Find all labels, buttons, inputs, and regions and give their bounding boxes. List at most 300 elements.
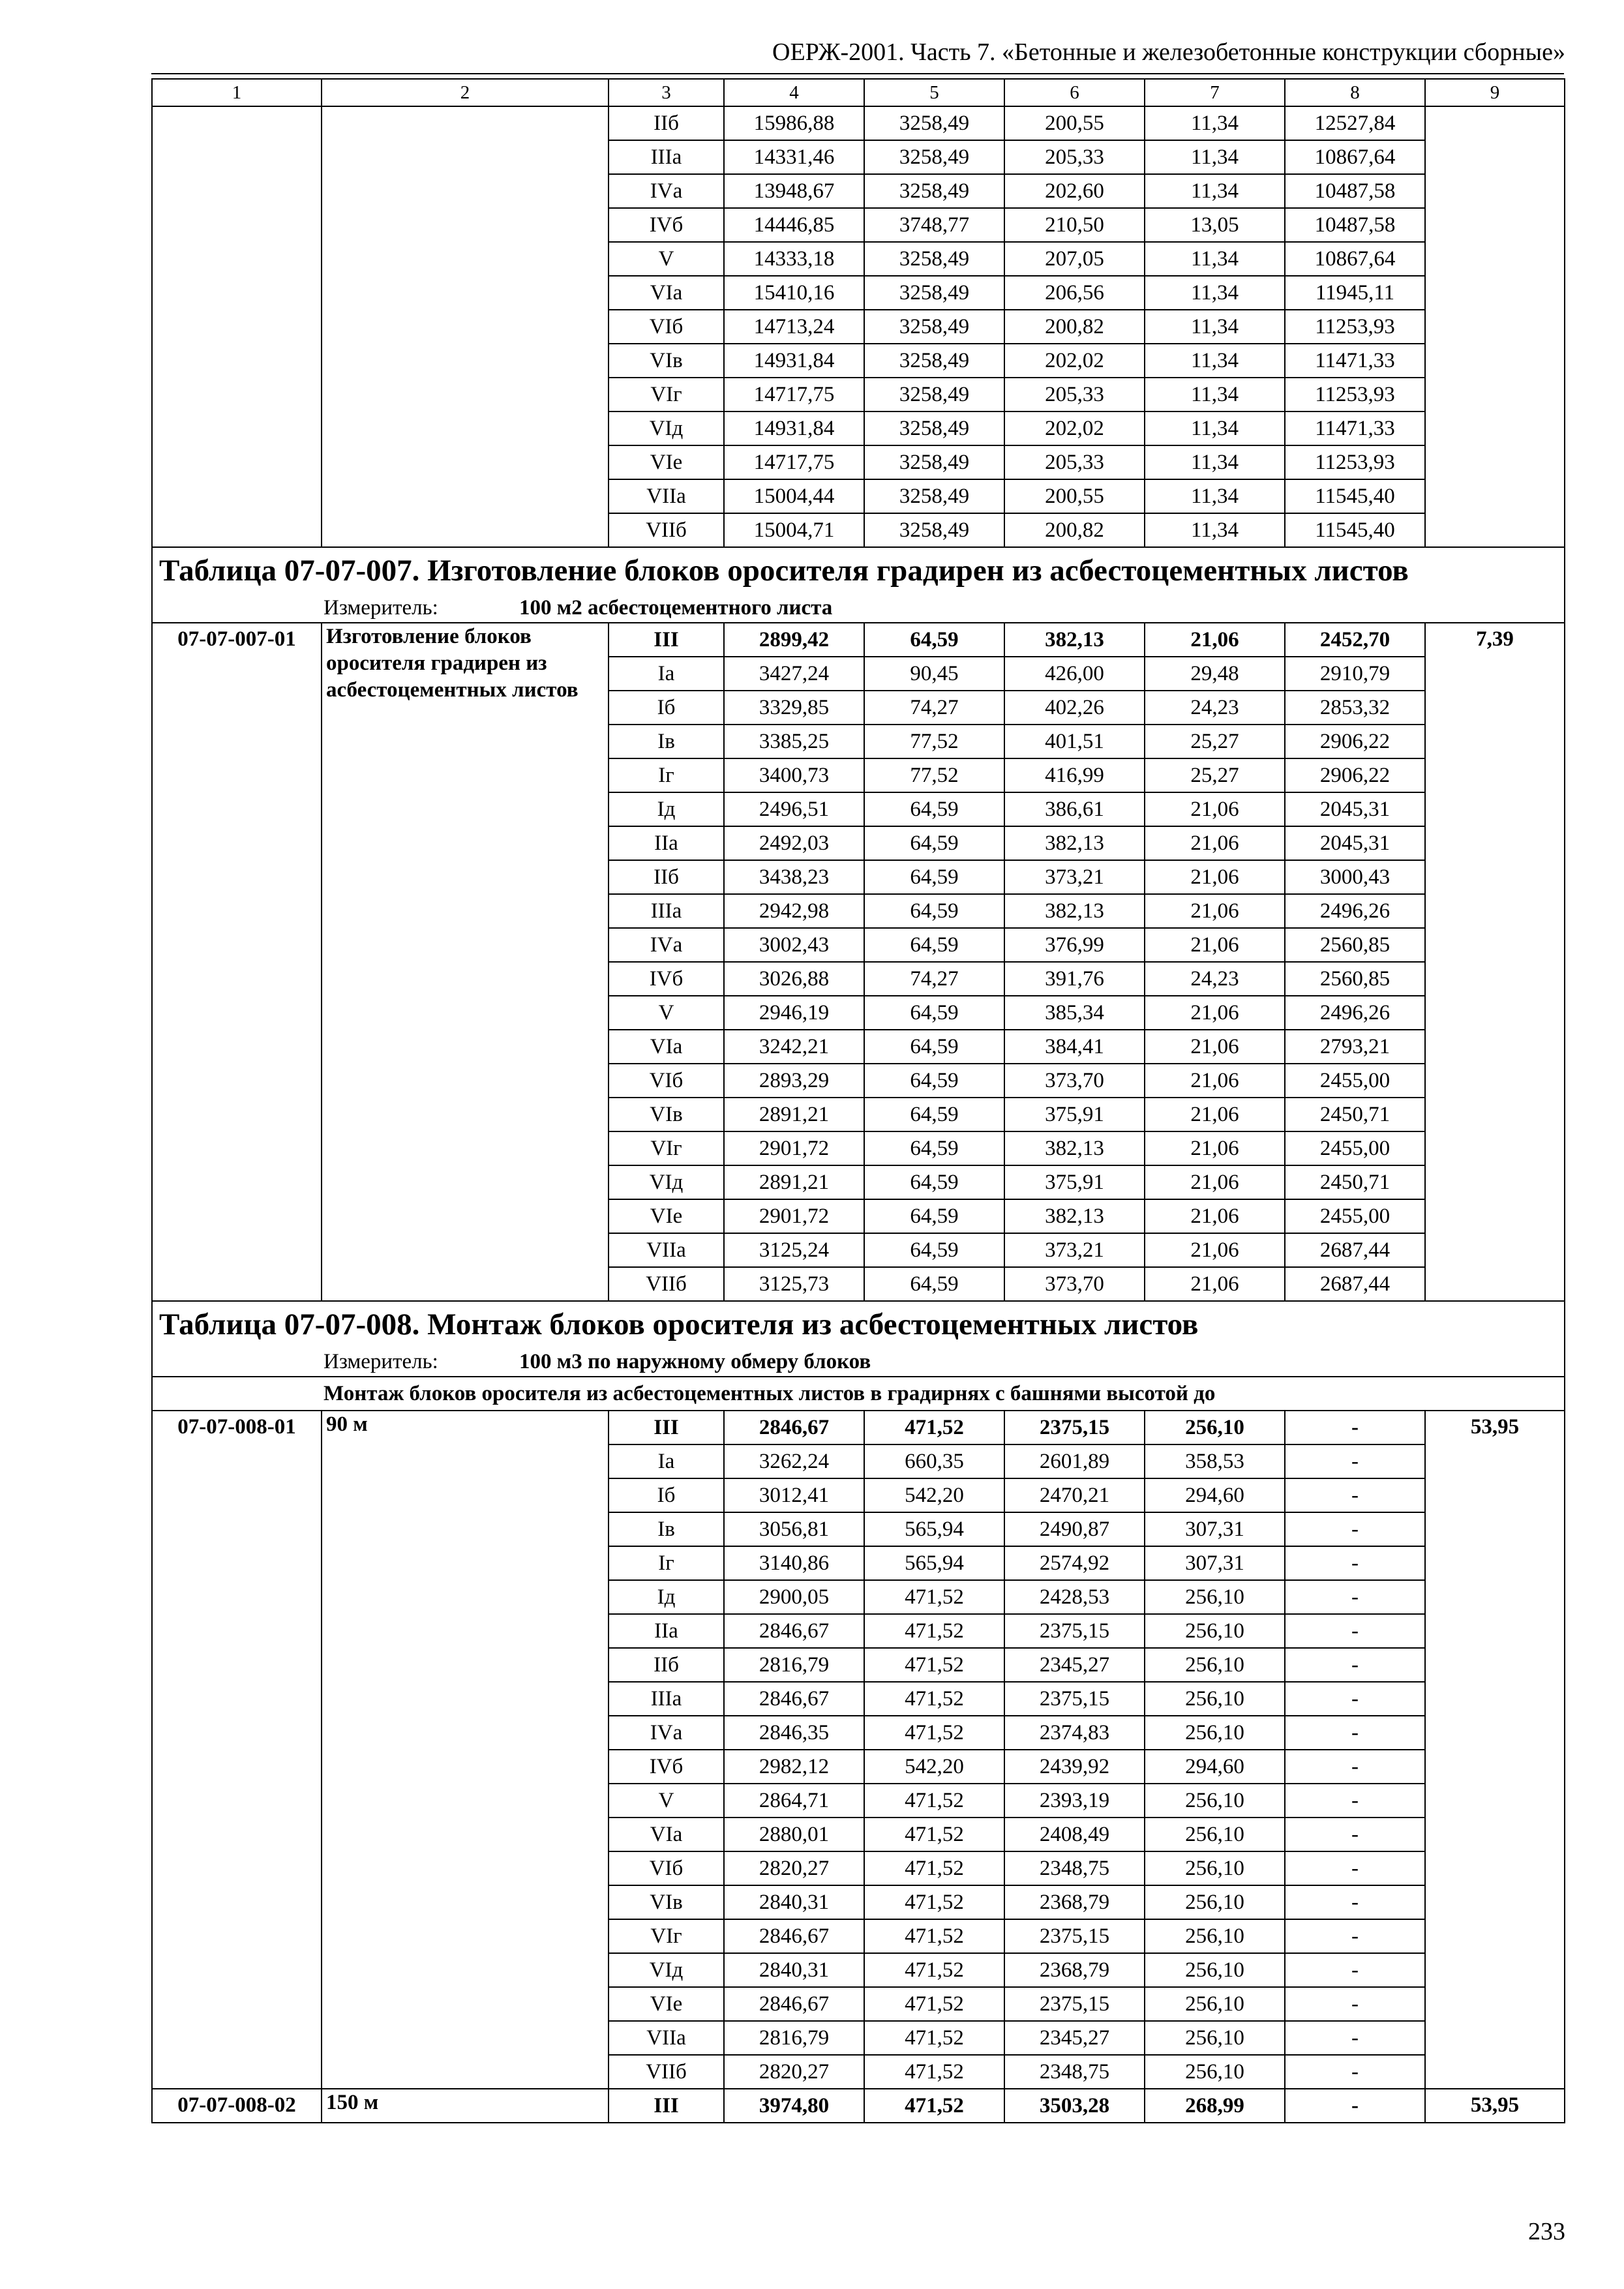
cell-col-8: - (1285, 1411, 1425, 1444)
cell-col-3: VIе (609, 1987, 724, 2021)
cell-col-4: 3329,85 (724, 691, 864, 725)
cell-col-8: 11253,93 (1285, 445, 1425, 479)
cell-col-8: - (1285, 1478, 1425, 1512)
cell-col-6: 205,33 (1004, 140, 1145, 174)
cell-col-5: 64,59 (864, 1165, 1004, 1199)
cell-col-8: - (1285, 1546, 1425, 1580)
cell-col-5: 3258,49 (864, 140, 1004, 174)
cell-col-4: 2820,27 (724, 2055, 864, 2089)
cell-col-3: III (609, 2089, 724, 2123)
table-title: Таблица 07-07-008. Монтаж блоков оросителя из асбестоцементных листов (152, 1301, 1565, 1347)
cell-col-4: 2901,72 (724, 1199, 864, 1233)
cell-col-6: 2393,19 (1004, 1784, 1145, 1818)
cell-col-6: 202,60 (1004, 174, 1145, 208)
name-cell: 150 м (322, 2089, 609, 2123)
cell-col-6: 373,21 (1004, 1233, 1145, 1267)
last-col-cell: 7,39 (1425, 623, 1565, 1301)
cell-col-8: 10487,58 (1285, 174, 1425, 208)
cell-col-6: 2375,15 (1004, 1987, 1145, 2021)
cell-col-7: 256,10 (1145, 2021, 1285, 2055)
cell-col-8: - (1285, 1784, 1425, 1818)
cell-col-7: 256,10 (1145, 1716, 1285, 1750)
column-number: 2 (322, 79, 609, 106)
cell-col-7: 256,10 (1145, 2055, 1285, 2089)
subheading-row (152, 1377, 1565, 1411)
cell-col-3: III (609, 623, 724, 657)
cell-col-8: - (1285, 1682, 1425, 1716)
cell-col-7: 21,06 (1145, 1233, 1285, 1267)
cell-col-5: 3258,49 (864, 479, 1004, 513)
cell-col-7: 13,05 (1145, 208, 1285, 242)
cell-col-6: 382,13 (1004, 894, 1145, 928)
cell-col-8: 2853,32 (1285, 691, 1425, 725)
cell-col-5: 3258,49 (864, 513, 1004, 547)
cell-col-8: 2496,26 (1285, 996, 1425, 1030)
cell-col-6: 2470,21 (1004, 1478, 1145, 1512)
cell-col-4: 3026,88 (724, 962, 864, 996)
cell-col-7: 256,10 (1145, 1919, 1285, 1953)
cell-col-3: VIб (609, 1851, 724, 1885)
cell-col-6: 210,50 (1004, 208, 1145, 242)
cell-col-3: VIг (609, 1131, 724, 1165)
cell-col-6: 426,00 (1004, 657, 1145, 691)
cell-col-5: 64,59 (864, 826, 1004, 860)
cell-col-7: 256,10 (1145, 1953, 1285, 1987)
cell-col-4: 2891,21 (724, 1098, 864, 1131)
cell-col-7: 11,34 (1145, 276, 1285, 310)
cell-col-6: 200,82 (1004, 310, 1145, 344)
cell-col-4: 2942,98 (724, 894, 864, 928)
cell-col-3: VIв (609, 1885, 724, 1919)
cell-col-8: - (1285, 1444, 1425, 1478)
column-number: 1 (152, 79, 322, 106)
cell-col-8: 2045,31 (1285, 826, 1425, 860)
cell-col-7: 25,27 (1145, 758, 1285, 792)
cell-col-5: 3258,49 (864, 106, 1004, 140)
cell-col-7: 21,06 (1145, 1165, 1285, 1199)
running-header: ОЕРЖ-2001. Часть 7. «Бетонные и железобетонные конструкции сборные» (772, 38, 1565, 66)
column-number-row (152, 79, 1565, 106)
cell-col-7: 21,06 (1145, 1199, 1285, 1233)
cell-col-6: 416,99 (1004, 758, 1145, 792)
cell-col-6: 207,05 (1004, 242, 1145, 276)
cell-col-3: IIа (609, 1614, 724, 1648)
cell-col-7: 21,06 (1145, 1030, 1285, 1064)
cell-col-5: 471,52 (864, 1851, 1004, 1885)
cell-col-4: 3125,24 (724, 1233, 864, 1267)
cell-col-3: VIд (609, 1953, 724, 1987)
cell-col-7: 256,10 (1145, 1784, 1285, 1818)
cell-col-4: 14333,18 (724, 242, 864, 276)
cell-col-6: 2490,87 (1004, 1512, 1145, 1546)
cell-col-4: 2846,67 (724, 1614, 864, 1648)
measure-row (152, 593, 1565, 623)
cell-col-7: 256,10 (1145, 1682, 1285, 1716)
cell-col-4: 14446,85 (724, 208, 864, 242)
cell-col-3: Iг (609, 758, 724, 792)
cell-col-6: 205,33 (1004, 445, 1145, 479)
cell-col-4: 2846,67 (724, 1987, 864, 2021)
cell-col-6: 2428,53 (1004, 1580, 1145, 1614)
cell-col-6: 2345,27 (1004, 1648, 1145, 1682)
last-col-cell: 53,95 (1425, 2089, 1565, 2123)
cell-col-5: 3258,49 (864, 445, 1004, 479)
cell-col-4: 14931,84 (724, 411, 864, 445)
cell-col-3: IIб (609, 860, 724, 894)
cell-col-5: 471,52 (864, 1953, 1004, 1987)
cell-col-4: 3140,86 (724, 1546, 864, 1580)
cell-col-3: Iв (609, 1512, 724, 1546)
cell-col-7: 21,06 (1145, 1098, 1285, 1131)
cell-col-4: 3400,73 (724, 758, 864, 792)
header-rule (151, 73, 1564, 74)
cell-col-6: 373,21 (1004, 860, 1145, 894)
cell-col-8: 11471,33 (1285, 344, 1425, 378)
cell-col-3: VIд (609, 411, 724, 445)
cell-col-3: IVб (609, 962, 724, 996)
cell-col-8: 2455,00 (1285, 1199, 1425, 1233)
cell-col-7: 256,10 (1145, 1818, 1285, 1851)
cell-col-5: 77,52 (864, 758, 1004, 792)
cell-col-8: 2452,70 (1285, 623, 1425, 657)
cell-col-6: 391,76 (1004, 962, 1145, 996)
cell-col-3: VIIа (609, 2021, 724, 2055)
cell-col-6: 202,02 (1004, 411, 1145, 445)
cell-col-8: 2560,85 (1285, 928, 1425, 962)
cell-col-3: VIа (609, 276, 724, 310)
last-col-cell (1425, 106, 1565, 547)
cell-col-6: 205,33 (1004, 378, 1145, 411)
cell-col-7: 11,34 (1145, 479, 1285, 513)
column-number: 5 (864, 79, 1004, 106)
cell-col-3: VIв (609, 344, 724, 378)
cell-col-4: 15004,71 (724, 513, 864, 547)
cell-col-3: IIб (609, 1648, 724, 1682)
cell-col-8: 2455,00 (1285, 1131, 1425, 1165)
column-number: 9 (1425, 79, 1565, 106)
cell-col-4: 2820,27 (724, 1851, 864, 1885)
cell-col-8: 10867,64 (1285, 140, 1425, 174)
measure-cell (152, 593, 1565, 623)
column-number: 7 (1145, 79, 1285, 106)
table-row (152, 106, 1565, 140)
cell-col-3: Iа (609, 657, 724, 691)
cell-col-6: 206,56 (1004, 276, 1145, 310)
table-row (152, 1411, 1565, 1444)
cell-col-5: 3258,49 (864, 378, 1004, 411)
cell-col-8: - (1285, 1648, 1425, 1682)
cell-col-7: 21,06 (1145, 1064, 1285, 1098)
cell-col-6: 2375,15 (1004, 1682, 1145, 1716)
cell-col-5: 471,52 (864, 1987, 1004, 2021)
cell-col-3: VIIа (609, 1233, 724, 1267)
cell-col-7: 358,53 (1145, 1444, 1285, 1478)
cell-col-5: 542,20 (864, 1750, 1004, 1784)
cell-col-7: 24,23 (1145, 691, 1285, 725)
page-number: 233 (1528, 2218, 1565, 2245)
cell-col-6: 373,70 (1004, 1064, 1145, 1098)
cell-col-3: III (609, 1411, 724, 1444)
cell-col-8: - (1285, 2021, 1425, 2055)
cell-col-7: 11,34 (1145, 378, 1285, 411)
cell-col-5: 471,52 (864, 1682, 1004, 1716)
cell-col-8: - (1285, 1512, 1425, 1546)
cell-col-8: 2687,44 (1285, 1233, 1425, 1267)
cell-col-7: 11,34 (1145, 310, 1285, 344)
cell-col-3: V (609, 1784, 724, 1818)
cell-col-3: VIг (609, 378, 724, 411)
cell-col-7: 21,06 (1145, 1267, 1285, 1301)
cell-col-8: - (1285, 1987, 1425, 2021)
cell-col-8: 2793,21 (1285, 1030, 1425, 1064)
column-number: 3 (609, 79, 724, 106)
cell-col-8: 2560,85 (1285, 962, 1425, 996)
cell-col-6: 2345,27 (1004, 2021, 1145, 2055)
table-title: Таблица 07-07-007. Изготовление блоков оросителя градирен из асбестоцементных листов (152, 547, 1565, 593)
cell-col-4: 14717,75 (724, 445, 864, 479)
cell-col-5: 3258,49 (864, 310, 1004, 344)
cell-col-4: 2899,42 (724, 623, 864, 657)
cell-col-3: IVа (609, 1716, 724, 1750)
cell-col-7: 307,31 (1145, 1546, 1285, 1580)
cell-col-3: VIIб (609, 2055, 724, 2089)
code-cell: 07-07-008-02 (152, 2089, 322, 2123)
cell-col-7: 24,23 (1145, 962, 1285, 996)
cell-col-5: 471,52 (864, 2021, 1004, 2055)
cell-col-3: IVб (609, 1750, 724, 1784)
cell-col-5: 3258,49 (864, 174, 1004, 208)
cell-col-4: 2946,19 (724, 996, 864, 1030)
cell-col-7: 21,06 (1145, 860, 1285, 894)
cell-col-8: - (1285, 1750, 1425, 1784)
cell-col-7: 21,06 (1145, 894, 1285, 928)
name-cell (322, 106, 609, 547)
cell-col-5: 74,27 (864, 691, 1004, 725)
last-col-cell: 53,95 (1425, 1411, 1565, 2089)
cell-col-6: 2348,75 (1004, 1851, 1145, 1885)
cell-col-5: 64,59 (864, 1233, 1004, 1267)
cell-col-8: - (1285, 1580, 1425, 1614)
cell-col-6: 3503,28 (1004, 2089, 1145, 2123)
cell-col-6: 2368,79 (1004, 1885, 1145, 1919)
cell-col-4: 13948,67 (724, 174, 864, 208)
cell-col-4: 2492,03 (724, 826, 864, 860)
cell-col-6: 2408,49 (1004, 1818, 1145, 1851)
cell-col-6: 200,55 (1004, 106, 1145, 140)
cell-col-7: 307,31 (1145, 1512, 1285, 1546)
cell-col-8: 11545,40 (1285, 513, 1425, 547)
cell-col-5: 3258,49 (864, 242, 1004, 276)
cell-col-5: 471,52 (864, 1818, 1004, 1851)
cell-col-6: 402,26 (1004, 691, 1145, 725)
cell-col-8: - (1285, 1885, 1425, 1919)
cell-col-7: 294,60 (1145, 1478, 1285, 1512)
cell-col-7: 11,34 (1145, 513, 1285, 547)
cell-col-3: Iв (609, 725, 724, 758)
cell-col-8: 11545,40 (1285, 479, 1425, 513)
cell-col-5: 471,52 (864, 1885, 1004, 1919)
cell-col-3: VIд (609, 1165, 724, 1199)
measure-value: 100 м3 по наружному обмеру блоков (519, 1350, 871, 1373)
cell-col-4: 2846,67 (724, 1411, 864, 1444)
cell-col-5: 542,20 (864, 1478, 1004, 1512)
cell-col-4: 15004,44 (724, 479, 864, 513)
cell-col-7: 21,06 (1145, 792, 1285, 826)
cell-col-8: 11253,93 (1285, 378, 1425, 411)
cell-col-6: 2574,92 (1004, 1546, 1145, 1580)
cell-col-6: 376,99 (1004, 928, 1145, 962)
cell-col-8: 11471,33 (1285, 411, 1425, 445)
cell-col-3: VIIб (609, 1267, 724, 1301)
table-title-row (152, 547, 1565, 593)
cell-col-8: - (1285, 1851, 1425, 1885)
cell-col-7: 11,34 (1145, 242, 1285, 276)
cell-col-8: - (1285, 1953, 1425, 1987)
cell-col-4: 2840,31 (724, 1953, 864, 1987)
cell-col-4: 3974,80 (724, 2089, 864, 2123)
cell-col-4: 2846,67 (724, 1919, 864, 1953)
cell-col-4: 2864,71 (724, 1784, 864, 1818)
cell-col-5: 471,52 (864, 1716, 1004, 1750)
cell-col-8: - (1285, 2089, 1425, 2123)
cell-col-5: 64,59 (864, 1267, 1004, 1301)
cell-col-8: 2450,71 (1285, 1165, 1425, 1199)
cell-col-4: 14717,75 (724, 378, 864, 411)
cell-col-4: 3262,24 (724, 1444, 864, 1478)
cell-col-6: 2348,75 (1004, 2055, 1145, 2089)
cell-col-6: 2374,83 (1004, 1716, 1145, 1750)
cell-col-7: 256,10 (1145, 1885, 1285, 1919)
cell-col-6: 2368,79 (1004, 1953, 1145, 1987)
measure-value: 100 м2 асбестоцементного листа (519, 596, 833, 620)
subheading: Монтаж блоков оросителя из асбестоцементных листов в градирнях с башнями высотой до (152, 1377, 1565, 1411)
table-row (152, 2089, 1565, 2123)
cell-col-4: 3242,21 (724, 1030, 864, 1064)
cell-col-3: VIб (609, 1064, 724, 1098)
cell-col-6: 375,91 (1004, 1098, 1145, 1131)
cell-col-6: 382,13 (1004, 1131, 1145, 1165)
cell-col-8: 3000,43 (1285, 860, 1425, 894)
cell-col-5: 90,45 (864, 657, 1004, 691)
cell-col-7: 256,10 (1145, 1987, 1285, 2021)
cell-col-7: 21,06 (1145, 1131, 1285, 1165)
cell-col-3: VIв (609, 1098, 724, 1131)
cell-col-3: IVа (609, 174, 724, 208)
cell-col-7: 21,06 (1145, 623, 1285, 657)
cell-col-3: Iа (609, 1444, 724, 1478)
code-cell (152, 106, 322, 547)
cell-col-3: Iд (609, 792, 724, 826)
cell-col-8: 2455,00 (1285, 1064, 1425, 1098)
cell-col-4: 2816,79 (724, 2021, 864, 2055)
cell-col-7: 25,27 (1145, 725, 1285, 758)
cell-col-7: 256,10 (1145, 1411, 1285, 1444)
measure-label: Измеритель: (323, 1350, 438, 1373)
cell-col-3: Iб (609, 1478, 724, 1512)
cell-col-5: 471,52 (864, 1784, 1004, 1818)
cell-col-6: 2375,15 (1004, 1411, 1145, 1444)
cell-col-6: 2601,89 (1004, 1444, 1145, 1478)
cell-col-3: IIIа (609, 1682, 724, 1716)
cell-col-8: 11945,11 (1285, 276, 1425, 310)
cell-col-5: 64,59 (864, 1199, 1004, 1233)
price-table (151, 78, 1565, 2123)
cell-col-7: 11,34 (1145, 445, 1285, 479)
cell-col-5: 565,94 (864, 1546, 1004, 1580)
cell-col-6: 382,13 (1004, 1199, 1145, 1233)
cell-col-7: 11,34 (1145, 344, 1285, 378)
cell-col-3: VIIб (609, 513, 724, 547)
cell-col-6: 200,55 (1004, 479, 1145, 513)
cell-col-5: 471,52 (864, 1580, 1004, 1614)
cell-col-8: - (1285, 1818, 1425, 1851)
cell-col-6: 2375,15 (1004, 1614, 1145, 1648)
cell-col-4: 3427,24 (724, 657, 864, 691)
cell-col-5: 77,52 (864, 725, 1004, 758)
column-number: 6 (1004, 79, 1145, 106)
cell-col-5: 471,52 (864, 1614, 1004, 1648)
cell-col-6: 2439,92 (1004, 1750, 1145, 1784)
cell-col-4: 2840,31 (724, 1885, 864, 1919)
cell-col-8: - (1285, 1614, 1425, 1648)
cell-col-7: 11,34 (1145, 140, 1285, 174)
cell-col-4: 3438,23 (724, 860, 864, 894)
cell-col-5: 64,59 (864, 1064, 1004, 1098)
cell-col-4: 3385,25 (724, 725, 864, 758)
cell-col-3: V (609, 996, 724, 1030)
cell-col-6: 202,02 (1004, 344, 1145, 378)
cell-col-6: 401,51 (1004, 725, 1145, 758)
cell-col-4: 3012,41 (724, 1478, 864, 1512)
cell-col-4: 15986,88 (724, 106, 864, 140)
cell-col-3: VIб (609, 310, 724, 344)
name-cell: Изготовление блоков оросителя градирен из асбестоцементных листов (322, 623, 609, 1301)
cell-col-6: 386,61 (1004, 792, 1145, 826)
code-cell: 07-07-007-01 (152, 623, 322, 1301)
cell-col-7: 256,10 (1145, 1851, 1285, 1885)
cell-col-4: 3125,73 (724, 1267, 864, 1301)
cell-col-3: VIа (609, 1030, 724, 1064)
cell-col-4: 2982,12 (724, 1750, 864, 1784)
cell-col-3: VIг (609, 1919, 724, 1953)
column-number: 4 (724, 79, 864, 106)
cell-col-6: 375,91 (1004, 1165, 1145, 1199)
measure-label: Измеритель: (323, 596, 438, 620)
cell-col-5: 471,52 (864, 1648, 1004, 1682)
cell-col-7: 11,34 (1145, 106, 1285, 140)
cell-col-4: 14331,46 (724, 140, 864, 174)
cell-col-3: Iд (609, 1580, 724, 1614)
cell-col-4: 2893,29 (724, 1064, 864, 1098)
cell-col-3: IVа (609, 928, 724, 962)
table-title-row (152, 1301, 1565, 1347)
cell-col-5: 565,94 (864, 1512, 1004, 1546)
cell-col-4: 2880,01 (724, 1818, 864, 1851)
cell-col-4: 14713,24 (724, 310, 864, 344)
cell-col-7: 256,10 (1145, 1614, 1285, 1648)
cell-col-5: 3258,49 (864, 411, 1004, 445)
cell-col-3: IIа (609, 826, 724, 860)
cell-col-3: IVб (609, 208, 724, 242)
cell-col-8: 11253,93 (1285, 310, 1425, 344)
cell-col-3: VIе (609, 445, 724, 479)
cell-col-6: 384,41 (1004, 1030, 1145, 1064)
cell-col-3: VIа (609, 1818, 724, 1851)
cell-col-7: 11,34 (1145, 174, 1285, 208)
cell-col-5: 3258,49 (864, 344, 1004, 378)
code-cell: 07-07-008-01 (152, 1411, 322, 2089)
cell-col-3: Iб (609, 691, 724, 725)
